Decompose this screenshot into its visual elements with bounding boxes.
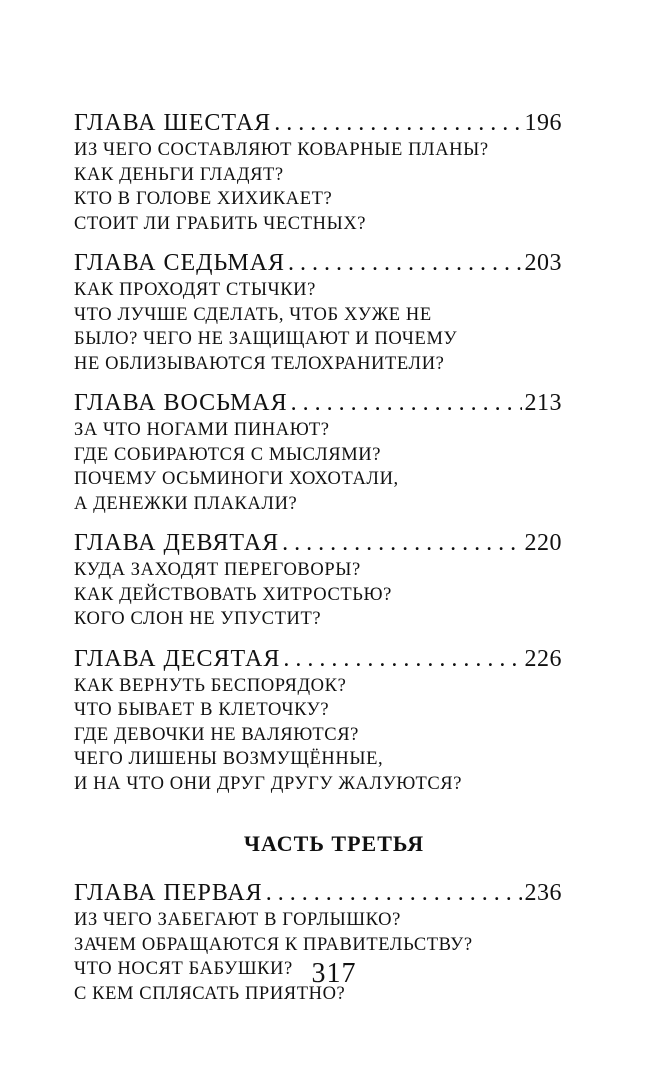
chapter-heading xyxy=(74,388,562,418)
chapter-questions xyxy=(74,674,562,797)
chapter-heading xyxy=(74,108,562,138)
chapter-question: КОГО СЛОН НЕ УПУСТИТ? xyxy=(74,609,322,629)
chapter-question: ЧЕГО ЛИШЕНЫ ВОЗМУЩЁННЫЕ, xyxy=(74,749,384,769)
chapter-question: ПОЧЕМУ ОСЬМИНОГИ ХОХОТАЛИ, xyxy=(74,469,399,489)
toc-chapter xyxy=(74,248,562,376)
dot-leader xyxy=(291,388,522,418)
dot-leader xyxy=(288,248,521,278)
chapter-page-number: 236 xyxy=(524,880,562,906)
toc-chapter xyxy=(74,644,562,797)
chapter-question: БЫЛО? ЧЕГО НЕ ЗАЩИЩАЮТ И ПОЧЕМУ xyxy=(74,329,458,349)
chapter-question: ИЗ ЧЕГО ЗАБЕГАЮТ В ГОРЛЫШКО? xyxy=(74,910,401,930)
chapter-question: ЗАЧЕМ ОБРАЩАЮТСЯ К ПРАВИТЕЛЬСТВУ? xyxy=(74,934,473,955)
toc-chapter xyxy=(74,108,562,236)
dot-leader xyxy=(274,108,521,138)
chapter-title: ГЛАВА ДЕВЯТАЯ xyxy=(74,530,280,556)
toc-chapter xyxy=(74,528,562,632)
chapter-heading xyxy=(74,878,562,908)
chapter-questions xyxy=(74,138,562,236)
chapter-question: ЗА ЧТО НОГАМИ ПИНАЮТ? xyxy=(74,420,330,440)
chapter-questions xyxy=(74,558,562,632)
chapter-question: ЧТО БЫВАЕТ В КЛЕТОЧКУ? xyxy=(74,700,330,720)
part-heading: ЧАСТЬ ТРЕТЬЯ xyxy=(243,831,425,856)
chapter-question: НЕ ОБЛИЗЫВАЮТСЯ ТЕЛОХРАНИТЕЛИ? xyxy=(74,353,445,374)
chapter-question: КАК ДЕЙСТВОВАТЬ ХИТРОСТЬЮ? xyxy=(74,584,392,605)
chapter-question: ИЗ ЧЕГО СОСТАВЛЯЮТ КОВАРНЫЕ ПЛАНЫ? xyxy=(74,140,489,160)
chapter-heading xyxy=(74,248,562,278)
chapter-title: ГЛАВА ПЕРВАЯ xyxy=(74,880,263,906)
dot-leader xyxy=(266,878,522,908)
table-of-contents xyxy=(74,108,562,1018)
chapter-question: КУДА ЗАХОДЯТ ПЕРЕГОВОРЫ? xyxy=(74,560,361,580)
chapter-page-number: 226 xyxy=(524,645,562,672)
page-number: 317 xyxy=(311,958,357,989)
chapter-question: ГДЕ ДЕВОЧКИ НЕ ВАЛЯЮТСЯ? xyxy=(74,724,359,745)
chapter-questions xyxy=(74,908,562,1006)
chapter-page-number: 213 xyxy=(524,390,562,416)
chapter-list xyxy=(74,108,562,796)
chapter-question: ГДЕ СОБИРАЮТСЯ С МЫСЛЯМИ? xyxy=(74,444,382,465)
chapter-heading xyxy=(74,528,562,558)
dot-leader xyxy=(282,528,521,558)
chapter-title: ГЛАВА ШЕСТАЯ xyxy=(74,110,272,136)
chapter-questions xyxy=(74,278,562,376)
chapter-question: И НА ЧТО ОНИ ДРУГ ДРУГУ ЖАЛУЮТСЯ? xyxy=(74,773,463,794)
chapter-question: С КЕМ СПЛЯСАТЬ ПРИЯТНО? xyxy=(74,983,346,1004)
dot-leader xyxy=(283,644,521,674)
chapter-question: ЧТО ЛУЧШЕ СДЕЛАТЬ, ЧТОБ ХУЖЕ НЕ xyxy=(74,304,432,325)
chapter-question: СТОИТ ЛИ ГРАБИТЬ ЧЕСТНЫХ? xyxy=(74,213,367,234)
chapter-page-number: 203 xyxy=(524,250,562,276)
chapter-question: А ДЕНЕЖКИ ПЛАКАЛИ? xyxy=(74,493,298,514)
chapter-question: КАК ВЕРНУТЬ БЕСПОРЯДОК? xyxy=(74,675,347,696)
chapter-question: КТО В ГОЛОВЕ ХИХИКАЕТ? xyxy=(74,189,333,209)
chapter-heading xyxy=(74,644,562,674)
chapter-page-number: 196 xyxy=(524,110,562,136)
chapter-title: ГЛАВА ВОСЬМАЯ xyxy=(74,390,288,416)
toc-chapter xyxy=(74,388,562,516)
chapter-question: КАК ДЕНЬГИ ГЛАДЯТ? xyxy=(74,164,284,185)
chapter-questions xyxy=(74,418,562,516)
chapter-title: ГЛАВА ДЕСЯТАЯ xyxy=(74,645,281,672)
chapter-question: КАК ПРОХОДЯТ СТЫЧКИ? xyxy=(74,280,316,300)
chapter-title: ГЛАВА СЕДЬМАЯ xyxy=(74,250,286,276)
chapter-page-number: 220 xyxy=(524,530,562,556)
chapter-question: ЧТО НОСЯТ БАБУШКИ? xyxy=(74,959,293,979)
